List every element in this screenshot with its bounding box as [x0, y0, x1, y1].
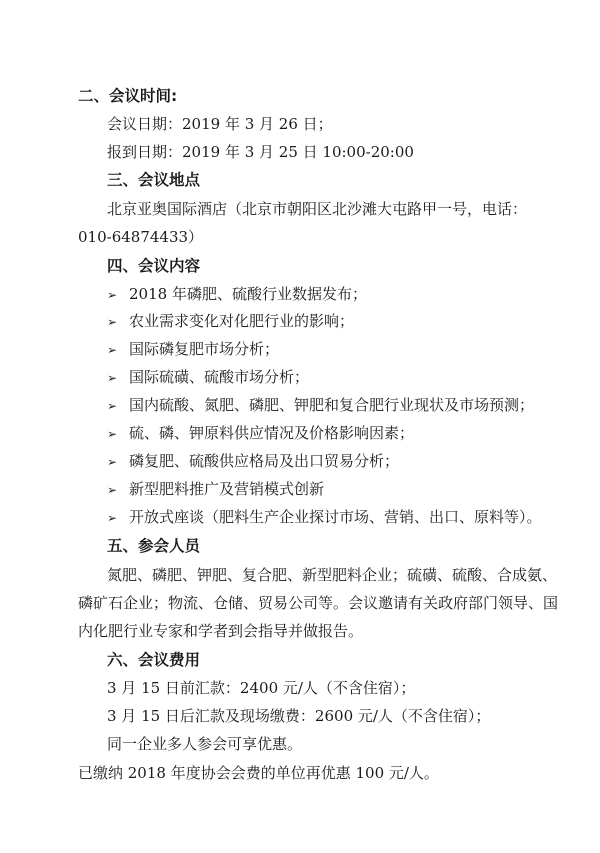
list-item	[107, 479, 324, 500]
list-item-text: 磷复肥、硫酸供应格局及出口贸易分析；	[129, 452, 400, 470]
list-item	[107, 507, 542, 528]
participants-line-3: 内化肥行业专家和学者到会指导并做报告。	[78, 622, 364, 640]
bullet-arrow-icon: ➢	[107, 511, 118, 525]
list-item	[107, 284, 367, 305]
list-item	[107, 367, 309, 388]
list-item	[107, 395, 534, 416]
list-item-text: 农业需求变化对化肥行业的影响；	[129, 312, 355, 330]
section-venue-heading: 三、会议地点	[107, 171, 201, 189]
bullet-arrow-icon: ➢	[107, 315, 118, 329]
bullet-arrow-icon: ➢	[107, 371, 118, 385]
bullet-arrow-icon: ➢	[107, 483, 118, 497]
list-item-text: 新型肥料推广及营销模式创新	[129, 480, 325, 498]
list-item-text: 2018 年磷肥、硫酸行业数据发布；	[129, 285, 367, 303]
section-content-heading: 四、会议内容	[107, 257, 201, 275]
list-item	[107, 423, 414, 444]
list-item-text: 国内硫酸、氮肥、磷肥、钾肥和复合肥行业现状及市场预测；	[129, 396, 535, 414]
bullet-arrow-icon: ➢	[107, 343, 118, 357]
section-fees-heading: 六、会议费用	[107, 651, 201, 669]
section-time-heading: 二、会议时间:	[78, 87, 178, 105]
bullet-arrow-icon: ➢	[107, 427, 118, 441]
fee-line-member: 已缴纳 2018 年度协会会费的单位再优惠 100 元/人。	[78, 764, 439, 782]
list-item	[107, 451, 399, 472]
meeting-date: 会议日期：2019 年 3 月 26 日；	[107, 115, 333, 133]
participants-line-2: 磷矿石企业；物流、仓储、贸易公司等。会议邀请有关政府部门领导、国	[78, 594, 559, 612]
checkin-date: 报到日期：2019 年 3 月 25 日 10:00-20:00	[107, 143, 414, 161]
section-participants-heading: 五、参会人员	[107, 537, 201, 555]
fee-line-late: 3 月 15 日后汇款及现场缴费：2600 元/人（不含住宿）；	[107, 707, 491, 725]
list-item-text: 硫、磷、钾原料供应情况及价格影响因素；	[129, 424, 415, 442]
list-item-text: 国际硫磺、硫酸市场分析；	[129, 368, 310, 386]
venue-line-2: 010-64874433）	[78, 228, 204, 246]
bullet-arrow-icon: ➢	[107, 455, 118, 469]
participants-line-1: 氮肥、磷肥、钾肥、复合肥、新型肥料企业；硫磺、硫酸、合成氨、	[107, 566, 558, 584]
bullet-arrow-icon: ➢	[107, 288, 118, 302]
venue-line-1: 北京亚奥国际酒店（北京市朝阳区北沙滩大屯路甲一号，电话：	[107, 200, 528, 218]
list-item	[107, 339, 279, 360]
fee-line-group: 同一企业多人参会可享优惠。	[107, 735, 303, 753]
bullet-arrow-icon: ➢	[107, 399, 118, 413]
list-item-text: 国际磷复肥市场分析；	[129, 340, 280, 358]
list-item-text: 开放式座谈（肥料生产企业探讨市场、营销、出口、原料等）。	[129, 508, 542, 526]
fee-line-early: 3 月 15 日前汇款：2400 元/人（不含住宿）；	[107, 679, 416, 697]
list-item	[107, 311, 354, 332]
